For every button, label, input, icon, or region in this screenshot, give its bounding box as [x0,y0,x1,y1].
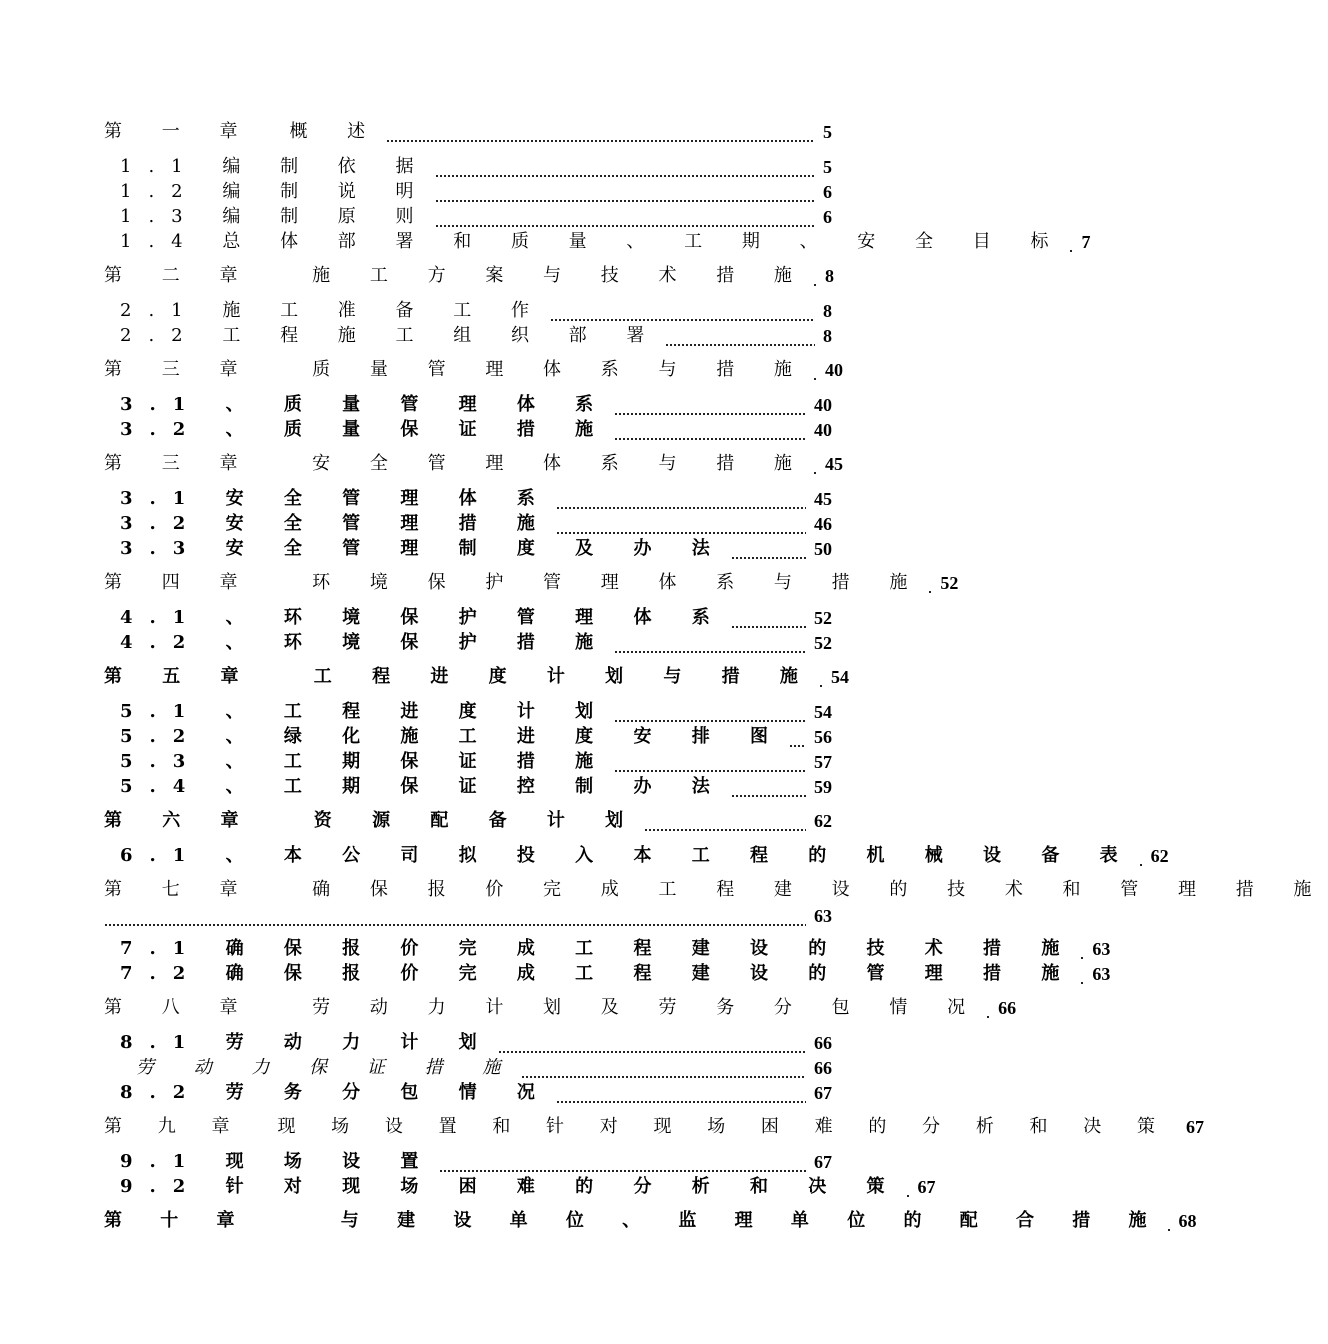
toc-entry-title: 第 四 章 环 境 保 护 管 理 体 系 与 措 施 [104,572,925,593]
toc-leader-dots [556,492,806,510]
toc-entry-page: 67 [814,1083,832,1103]
toc-leader-dots [614,398,806,416]
toc-entry-3-3-safety[interactable] [120,534,832,560]
toc-leader-dots [104,909,806,927]
toc-entry-page: 62 [814,811,832,831]
toc-entry-title: 第 五 章 工 程 进 度 计 划 与 措 施 [104,666,815,687]
toc-entry-5-3[interactable] [120,747,832,773]
toc-entry-title: 第 十 章 与 建 设 单 位 、 监 理 单 位 的 配 合 措 施 [104,1210,1163,1231]
toc-entry-page: 6 [823,207,832,227]
toc-entry-title: 6.1 、 本 公 司 拟 投 入 本 工 程 的 机 械 设 备 表 [120,845,1135,866]
toc-entry-3-2-quality[interactable] [120,415,832,441]
toc-leader-dots [644,814,806,832]
toc-leader-dots [614,423,806,441]
toc-entry-5-4[interactable] [120,772,832,798]
toc-entry-title: 第 三 章 安 全 管 理 体 系 与 措 施 [104,453,809,474]
toc-entry-1-4[interactable] [120,227,1091,253]
toc-entry-title: 5.2 、 绿 化 施 工 进 度 安 排 图 [120,726,785,747]
toc-entry-page: 67 [917,1177,936,1197]
toc-entry-title: 2.2 工 程 施 工 组 织 部 署 [120,325,662,346]
toc-entry-page: 59 [814,777,832,797]
toc-entry-page: 5 [823,122,832,142]
toc-entry-4-2[interactable] [120,628,832,654]
toc-entry-chapter-4[interactable] [104,568,959,594]
toc-entry-page: 66 [814,1058,832,1078]
toc-entry-title: 第 二 章 施 工 方 案 与 技 术 措 施 [104,265,809,286]
toc-leader-dots [1069,235,1073,253]
toc-leader-dots [731,780,806,798]
toc-leader-dots [614,705,806,723]
toc-entry-title: 2.1 施 工 准 备 工 作 [120,300,546,321]
toc-entry-page: 8 [824,266,834,286]
toc-leader-dots [435,185,815,203]
toc-entry-page: 66 [998,998,1017,1018]
toc-entry-3-1-safety[interactable] [120,484,832,510]
toc-entry-5-1[interactable] [120,697,832,723]
toc-entry-title: 1.3 编 制 原 则 [120,206,431,227]
toc-entry-page: 40 [824,360,843,380]
toc-leader-dots [789,730,806,748]
toc-leader-dots [731,611,806,629]
toc-leader-dots [498,1036,806,1054]
toc-entry-page: 52 [814,608,832,628]
toc-entry-title: 第 一 章 概 述 [104,121,383,142]
toc-entry-title: 第 七 章 确 保 报 价 完 成 工 程 建 设 的 技 术 和 管 理 措 施 [104,879,1328,900]
toc-entry-chapter-2[interactable] [104,261,832,287]
toc-entry-title: 1.4 总 体 部 署 和 质 量 、 工 期 、 安 全 目 标 [120,231,1066,252]
toc-leader-dots [906,1180,910,1198]
toc-entry-page: 8 [823,301,832,321]
toc-leader-dots [813,269,817,287]
toc-leader-dots [819,670,823,688]
toc-entry-page: 63 [814,906,832,926]
toc-entry-chapter-10[interactable] [104,1206,1197,1232]
toc-entry-chapter-6[interactable] [104,806,832,832]
toc-entry-page: 45 [814,489,832,509]
toc-leader-dots [1167,1214,1171,1232]
toc-entry-chapter-3-quality[interactable] [104,355,843,381]
toc-entry-title: 1.1 编 制 依 据 [120,156,431,177]
toc-leader-dots [614,755,806,773]
toc-entry-1-1[interactable] [120,152,832,178]
toc-entry-5-2[interactable] [120,722,832,748]
toc-entry-title: 第 八 章 劳 动 力 计 划 及 劳 务 分 包 情 况 [104,997,983,1018]
toc-leader-space [1174,1120,1178,1138]
toc-entry-title: 7.1 确 保 报 价 完 成 工 程 建 设 的 技 术 措 施 [120,938,1077,959]
toc-entry-1-2[interactable] [120,177,832,203]
toc-entry-title: 第 九 章 现 场 设 置 和 针 对 现 场 困 难 的 分 析 和 决 策 [104,1116,1170,1137]
toc-leader-dots [439,1155,806,1173]
toc-entry-page: 57 [814,752,832,772]
toc-leader-dots [731,542,806,560]
toc-entry-title: 7.2 确 保 报 价 完 成 工 程 建 设 的 管 理 措 施 [120,963,1077,984]
toc-leader-dots [521,1061,806,1079]
toc-entry-title: 8.1 劳 动 力 计 划 [120,1032,494,1053]
toc-entry-6-1[interactable] [120,841,1169,867]
toc-entry-title: 4.2 、 环 境 保 护 措 施 [120,632,611,653]
toc-entry-chapter-9[interactable] [104,1112,1204,1138]
toc-entry-page: 52 [814,633,832,653]
toc-entry-4-1[interactable] [120,603,832,629]
toc-entry-chapter-5[interactable] [104,662,849,688]
toc-entry-title: 4.1 、 环 境 保 护 管 理 体 系 [120,607,727,628]
toc-entry-page: 7 [1081,232,1091,252]
toc-entry-title: 第 三 章 质 量 管 理 体 系 与 措 施 [104,359,809,380]
toc-entry-page: 6 [823,182,832,202]
toc-entry-title: 3.3 安 全 管 理 制 度 及 办 法 [120,538,727,559]
toc-leader-dots [556,517,806,535]
toc-entry-chapter-1[interactable] [104,117,832,143]
toc-entry-3-2-safety[interactable] [120,509,832,535]
toc-entry-page: 45 [824,454,843,474]
toc-leader-dots [386,125,815,143]
toc-entry-page: 40 [814,420,832,440]
toc-entry-page: 54 [830,667,849,687]
toc-entry-chapter-7[interactable] [104,875,1328,927]
toc-leader-dots [556,1086,806,1104]
toc-entry-page: 67 [814,1152,832,1172]
toc-entry-page: 54 [814,702,832,722]
toc-leader-dots [813,457,817,475]
toc-leader-dots [665,329,815,347]
toc-leader-dots [435,160,815,178]
toc-entry-title: 9.2 针 对 现 场 困 难 的 分 析 和 决 策 [120,1176,902,1197]
toc-entry-1-3[interactable] [120,202,832,228]
toc-entry-title: 3.1 、 质 量 管 理 体 系 [120,394,611,415]
toc-entry-title: 3.2 安 全 管 理 措 施 [120,513,552,534]
toc-entry-2-1[interactable] [120,296,832,322]
toc-entry-title: 3.2 、 质 量 保 证 措 施 [120,419,611,440]
toc-entry-page: 63 [1092,939,1111,959]
toc-leader-dots [1080,942,1084,960]
toc-entry-page: 50 [814,539,832,559]
toc-entry-title: 劳 动 力 保 证 措 施 [136,1057,518,1078]
toc-entry-page: 68 [1178,1211,1197,1231]
toc-entry-page: 46 [814,514,832,534]
toc-entry-title: 1.2 编 制 说 明 [120,181,431,202]
toc-entry-title: 8.2 劳 务 分 包 情 况 [120,1082,552,1103]
toc-entry-page: 40 [814,395,832,415]
toc-entry-page: 66 [814,1033,832,1053]
toc-entry-title: 3.1 安 全 管 理 体 系 [120,488,552,509]
toc-entry-2-2[interactable] [120,321,832,347]
toc-leader-dots [1080,967,1084,985]
toc-entry-page: 63 [1092,964,1111,984]
toc-entry-7-2[interactable] [120,959,1111,985]
toc-leader-dots [1139,849,1143,867]
toc-entry-3-1-quality[interactable] [120,390,832,416]
toc-entry-title: 5.1 、 工 程 进 度 计 划 [120,701,611,722]
toc-entry-title: 5.3 、 工 期 保 证 措 施 [120,751,611,772]
toc-entry-title: 9.1 现 场 设 置 [120,1151,436,1172]
toc-leader-dots [928,576,932,594]
toc-entry-page: 5 [823,157,832,177]
toc-entry-title: 第 六 章 资 源 配 备 计 划 [104,810,641,831]
toc-entry-page: 8 [823,326,832,346]
toc-entry-page: 67 [1186,1117,1204,1137]
toc-leader-dots [813,363,817,381]
toc-entry-8-2[interactable] [120,1078,832,1104]
toc-entry-9-2[interactable] [120,1172,936,1198]
toc-entry-labor-guarantee[interactable] [136,1053,832,1079]
toc-entry-8-1[interactable] [120,1028,832,1054]
toc-leader-dots [435,210,815,228]
toc-entry-7-1[interactable] [120,934,1111,960]
toc-entry-page: 62 [1150,846,1169,866]
toc-entry-9-1[interactable] [120,1147,832,1173]
toc-entry-chapter-8[interactable] [104,993,1017,1019]
toc-entry-page: 52 [940,573,959,593]
toc-leader-dots [614,636,806,654]
toc-leader-dots [986,1001,990,1019]
toc-entry-chapter-3-safety[interactable] [104,449,843,475]
toc-entry-title: 5.4 、 工 期 保 证 控 制 办 法 [120,776,727,797]
toc-entry-page: 56 [814,727,832,747]
toc-leader-dots [550,304,815,322]
